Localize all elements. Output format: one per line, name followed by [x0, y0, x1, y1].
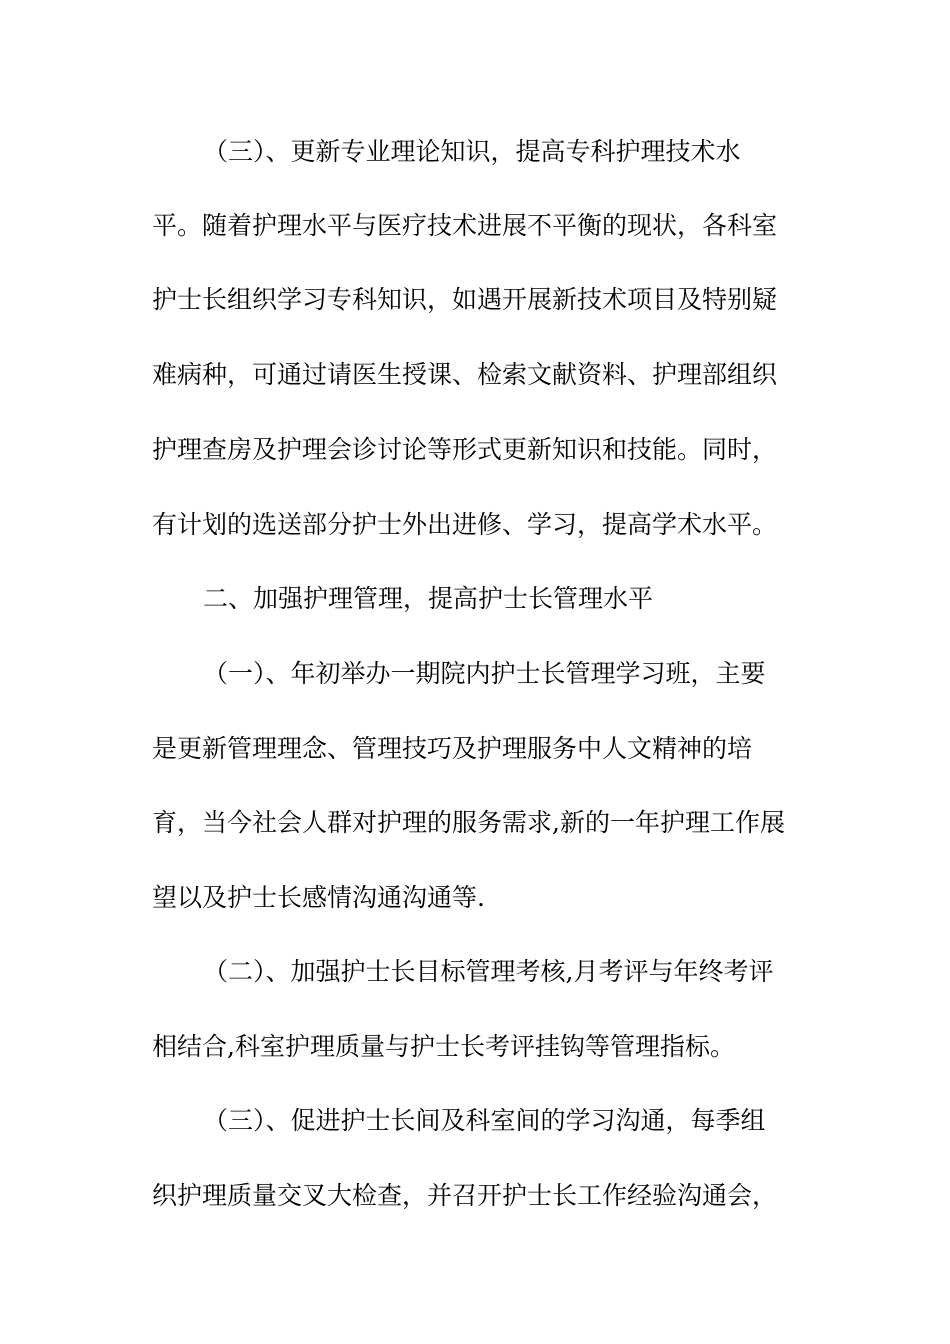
text-line: 护士长组织学习专科知识，如遇开展新技术项目及特别疑 [152, 285, 778, 314]
text-line: 相结合,科室护理质量与护士长考评挂钩等管理指标。 [152, 1032, 735, 1061]
text-line: 难病种，可通过请医生授课、检索文献资料、护理部组织 [152, 360, 778, 389]
text-line: 平。随着护理水平与医疗技术进展不平衡的现状，各科室 [152, 211, 778, 240]
text-line: （三）、更新专业理论知识，提高专科护理技术水 [203, 137, 741, 166]
text-line: 望以及护士长感情沟通沟通等. [152, 883, 485, 912]
text-line: 护理查房及护理会诊讨论等形式更新知识和技能。同时， [152, 435, 778, 464]
section-heading: 二、加强护理管理，提高护士长管理水平 [203, 584, 654, 613]
text-line: 有计划的选送部分护士外出进修、学习，提高学术水平。 [152, 510, 778, 539]
text-line: （三）、促进护士长间及科室间的学习沟通，每季组 [203, 1106, 766, 1135]
text-line: 育，当今社会人群对护理的服务需求,新的一年护理工作展 [152, 808, 785, 837]
text-line: 织护理质量交叉大检查，并召开护士长工作经验沟通会， [152, 1181, 778, 1210]
text-line: （一）、年初举办一期院内护士长管理学习班，主要 [203, 659, 766, 688]
text-line: （二）、加强护士长目标管理考核,月考评与年终考评 [203, 957, 774, 986]
text-line: 是更新管理理念、管理技巧及护理服务中人文精神的培 [152, 734, 753, 763]
